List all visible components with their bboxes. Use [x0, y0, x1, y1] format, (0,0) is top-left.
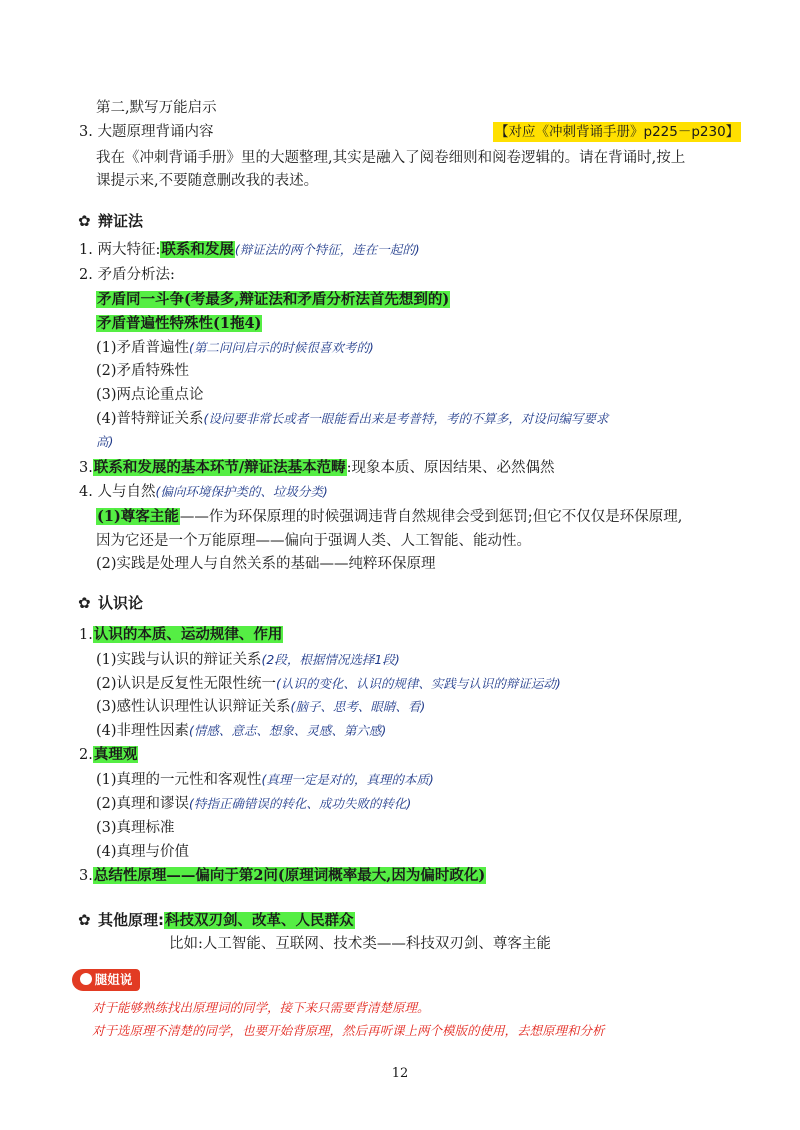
epistemology-truth-1 — [96, 770, 434, 790]
dialectics-sub-4 — [96, 409, 608, 429]
dialectics-sub-2: (2)矛盾特殊性 — [96, 363, 190, 379]
sub-item-label: (1)矛盾普遍性 — [96, 340, 190, 356]
sub-item-label: (1)真理的一元性和客观性 — [96, 772, 262, 788]
highlight-text: (1)尊客主能 — [97, 508, 179, 525]
handwritten-note: (偏向环境保护类的、垃圾分类) — [155, 484, 328, 499]
section-dialectics — [78, 211, 143, 231]
badge-label: 腿姐说 — [94, 972, 133, 987]
sub-item-label: (2)真理和谬误 — [96, 796, 190, 812]
handwritten-note: (第二问问启示的时候很喜欢考的) — [189, 340, 374, 355]
flower-icon: ✿ — [78, 212, 91, 230]
handwritten-note: (认识的变化、认识的规律、实践与认识的辩证运动) — [276, 676, 561, 691]
sub-item-label: (2)认识是反复性无限性统一 — [96, 676, 277, 692]
epistemology-truth-3: (3)真理标准 — [96, 820, 175, 836]
epistemology-sub-4 — [96, 721, 386, 741]
intro-line-4: 课提示来,不要随意删改我的表述。 — [96, 173, 319, 189]
sub-item-label: (3)感性认识理性认识辩证关系 — [96, 699, 291, 715]
item-text: :现象本质、原因结果、必然偶然 — [346, 460, 555, 476]
highlight-text: 真理观 — [93, 746, 138, 763]
dialectics-item-2-highlight-2 — [96, 314, 262, 334]
handwritten-note: (特指正确错误的转化、成功失败的转化) — [189, 796, 412, 811]
dialectics-item-4-sub-2: (2)实践是处理人与自然关系的基础——纯粹环保原理 — [96, 556, 436, 572]
dialectics-item-1 — [79, 240, 420, 260]
item-text: ——作为环保原理的时候强调违背自然规律会受到惩罚;但它不仅仅是环保原理, — [179, 509, 683, 525]
item-label: 1. — [79, 627, 93, 643]
epistemology-item-2 — [79, 745, 138, 765]
epistemology-truth-4: (4)真理与价值 — [96, 844, 190, 860]
epistemology-sub-3 — [96, 697, 425, 717]
highlight-text: 联系和发展的基本环节/辩证法基本范畴 — [93, 459, 346, 476]
intro-line-2: 3. 大题原理背诵内容 — [79, 124, 214, 140]
handwritten-note: (情感、意志、想象、灵感、第六感) — [189, 723, 387, 738]
flower-icon: ✿ — [78, 594, 91, 612]
dialectics-item-2: 2. 矛盾分析法: — [79, 267, 175, 283]
dialectics-item-3 — [79, 458, 555, 478]
other-example: 比如:人工智能、互联网、技术类——科技双刃剑、尊客主能 — [169, 936, 551, 952]
intro-line-1: 第二,默写万能启示 — [96, 100, 217, 116]
sub-item-label: (1)实践与认识的辩证关系 — [96, 652, 262, 668]
tip-badge — [72, 969, 140, 991]
dialectics-item-2-highlight-1 — [96, 290, 450, 310]
sub-item-label: (4)普特辩证关系 — [96, 411, 204, 427]
item-label: 3. — [79, 868, 93, 884]
section-epistemology — [78, 593, 143, 613]
sub-item-label: (4)非理性因素 — [96, 723, 190, 739]
handwritten-note: (脑子、思考、眼睛、看) — [290, 699, 426, 714]
intro-line-3: 我在《冲刺背诵手册》里的大题整理,其实是融入了阅卷细则和阅卷逻辑的。请在背诵时,按上 — [96, 150, 686, 166]
section-other-principles — [78, 910, 355, 931]
item-label: 3. — [79, 460, 93, 476]
highlight-text: 矛盾同一斗争(考最多,辩证法和矛盾分析法首先想到的) — [97, 291, 450, 308]
section-title: 其他原理: — [98, 911, 164, 929]
dialectics-item-4 — [79, 482, 328, 502]
dialectics-sub-3: (3)两点论重点论 — [96, 387, 204, 403]
highlight-text: 认识的本质、运动规律、作用 — [93, 626, 283, 643]
handwritten-note: (辩证法的两个特征，连在一起的) — [234, 242, 420, 257]
epistemology-sub-1 — [96, 650, 400, 670]
highlight-text: 科技双刃剑、改革、人民群众 — [165, 912, 354, 929]
handwritten-note-continued: 高) — [96, 434, 114, 449]
item-label: 4. 人与自然 — [79, 484, 156, 500]
item-label: 2. — [79, 747, 93, 763]
handwritten-note: (真理一定是对的，真理的本质) — [261, 772, 434, 787]
highlight-text: 总结性原理——偏向于第2问(原理词概率最大,因为偏时政化) — [93, 867, 486, 884]
dialectics-sub-1 — [96, 338, 374, 358]
tip-line-2: 对于选原理不清楚的同学，也要开始背原理，然后再听课上两个模版的使用，去想原理和分析 — [92, 1023, 605, 1038]
flower-icon: ✿ — [78, 911, 91, 929]
item-label: 1. 两大特征: — [79, 242, 161, 258]
page-number: 12 — [391, 1066, 409, 1081]
handwritten-note: (2段，根据情况选择1段) — [261, 652, 400, 667]
dialectics-item-4-sub-1-cont: 因为它还是一个万能原理——偏向于强调人类、人工智能、能动性。 — [96, 533, 531, 549]
epistemology-truth-2 — [96, 794, 411, 814]
speech-bubble-icon — [80, 973, 92, 985]
section-title: 辩证法 — [98, 212, 144, 230]
highlight-text: 联系和发展 — [161, 241, 234, 258]
epistemology-item-1 — [79, 625, 283, 645]
handwritten-note: (设问要非常长或者一眼能看出来是考普特，考的不算多，对设问编写要求 — [203, 411, 609, 426]
section-title: 认识论 — [98, 594, 144, 612]
dialectics-item-4-sub-1 — [96, 507, 682, 527]
highlight-text: 矛盾普遍性特殊性(1拖4) — [97, 315, 262, 332]
tip-line-1: 对于能够熟练找出原理词的同学，接下来只需要背清楚原理。 — [92, 1000, 430, 1015]
epistemology-sub-2 — [96, 674, 561, 694]
epistemology-item-3 — [79, 866, 486, 886]
handbook-reference: 【对应《冲刺背诵手册》p225－p230】 — [495, 124, 740, 140]
